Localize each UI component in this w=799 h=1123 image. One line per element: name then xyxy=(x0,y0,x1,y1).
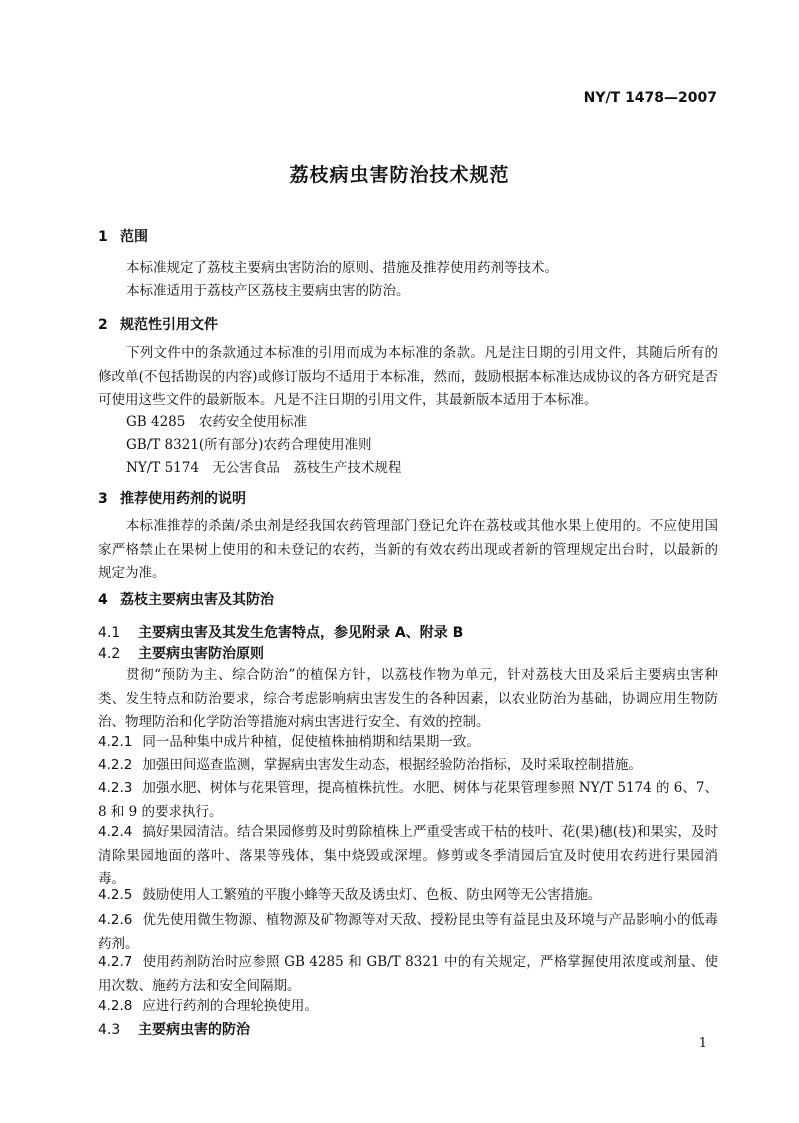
subsection-title: 主要病虫害防治原则 xyxy=(138,646,264,662)
section-number: 2 xyxy=(98,317,108,333)
section-title: 规范性引用文件 xyxy=(120,317,218,333)
clause-item xyxy=(98,777,718,824)
clause-number: 4.2.8 xyxy=(98,998,133,1014)
section-number: 1 xyxy=(98,229,108,245)
clause-text: 使用药剂防治时应参照 GB 4285 和 GB/T 8321 中的有关规定，严格掌握使用浓度或剂量、使用次数、施药方法和安全间隔期。 xyxy=(98,954,718,994)
subsection-title: 主要病虫害的防治 xyxy=(138,1022,250,1038)
standard-number: NY/T 1478—2007 xyxy=(583,90,717,106)
clause-text: 鼓励使用人工繁殖的平腹小蜂等天敌及诱虫灯、色板、防虫网等无公害措施。 xyxy=(142,887,602,903)
clause-item xyxy=(98,951,718,998)
subsection-heading-4-1 xyxy=(98,622,463,642)
clause-item xyxy=(98,731,718,755)
section-number: 4 xyxy=(98,592,108,608)
section-number: 3 xyxy=(98,491,108,507)
clause-text: 应进行药剂的合理轮换使用。 xyxy=(142,998,318,1014)
paragraph: 本标准适用于荔枝产区荔枝主要病虫害的防治。 xyxy=(126,283,410,299)
page-number: 1 xyxy=(698,1036,707,1051)
reference-item: NY/T 5174 无公害食品 荔枝生产技术规程 xyxy=(126,460,402,476)
clause-text: 搞好果园清洁。结合果园修剪及时剪除植株上严重受害或干枯的枝叶、花(果)穗(枝)和果实，及时清除果园地面的落叶、落果等残体，集中烧毁或深埋。修剪或冬季清园后宜及时使用农药进行果园消毒。 xyxy=(98,824,718,887)
clause-item xyxy=(98,909,718,956)
clause-item xyxy=(98,821,718,892)
paragraph: 本标准规定了荔枝主要病虫害防治的原则、措施及推荐使用药剂等技术。 xyxy=(126,260,558,276)
reference-item: GB 4285 农药安全使用标准 xyxy=(126,414,307,430)
clause-text: 优先使用微生物源、植物源及矿物源等对天敌、授粉昆虫等有益昆虫及环境与产品影响小的低毒药剂。 xyxy=(98,912,718,952)
section-heading-2 xyxy=(98,314,218,334)
section-heading-3 xyxy=(98,488,246,508)
paragraph: 下列文件中的条款通过本标准的引用而成为本标准的条款。凡是注日期的引用文件，其随后所有的修改单(不包括勘误的内容)或修订版均不适用于本标准，然而，鼓励根据本标准达成协议的各方研究是否可使用这些文件的最新版本。凡是不注日期的引用文件，其最新版本适用于本标准。 xyxy=(98,345,718,408)
clause-number: 4.2.3 xyxy=(98,780,133,796)
clause-item xyxy=(98,995,718,1019)
subsection-number: 4.2 xyxy=(98,646,121,662)
clause-number: 4.2.1 xyxy=(98,734,133,750)
section-heading-4 xyxy=(98,589,274,609)
subsection-number: 4.1 xyxy=(98,625,121,641)
clause-text: 加强水肥、树体与花果管理，提高植株抗性。水肥、树体与花果管理参照 NY/T 5174 的 6、7、8 和 9 的要求执行。 xyxy=(98,780,718,820)
subsection-heading-4-3 xyxy=(98,1019,250,1039)
clause-number: 4.2.4 xyxy=(98,824,133,840)
subsection-title: 主要病虫害及其发生危害特点，参见附录 A、附录 B xyxy=(138,625,464,641)
clause-number: 4.2.5 xyxy=(98,887,133,903)
section-title: 推荐使用药剂的说明 xyxy=(120,491,246,507)
subsection-number: 4.3 xyxy=(98,1022,121,1038)
clause-item xyxy=(98,884,718,908)
section-heading-1 xyxy=(98,226,148,246)
section-title: 范围 xyxy=(120,229,148,245)
subsection-heading-4-2 xyxy=(98,643,264,663)
clause-text: 加强田间巡查监测，掌握病虫害发生动态，根据经验防治指标，及时采取控制措施。 xyxy=(142,757,642,773)
reference-item: GB/T 8321(所有部分)农药合理使用准则 xyxy=(126,437,372,453)
clause-number: 4.2.7 xyxy=(98,954,133,970)
document-title: 荔枝病虫害防治技术规范 xyxy=(289,164,510,186)
clause-text: 同一品种集中成片种植，促使植株抽梢期和结果期一致。 xyxy=(142,734,480,750)
paragraph: 贯彻“预防为主、综合防治”的植保方针，以荔枝作物为单元，针对荔枝大田及采后主要病虫害种类、发生特点和防治要求，综合考虑影响病虫害发生的各种因素，以农业防治为基础，协调应用生物防治、物理防治和化学防治等措施对病虫害进行安全、有效的控制。 xyxy=(98,667,718,730)
clause-item xyxy=(98,754,718,778)
clause-number: 4.2.6 xyxy=(98,912,133,928)
clause-number: 4.2.2 xyxy=(98,757,133,773)
section-title: 荔枝主要病虫害及其防治 xyxy=(120,592,274,608)
paragraph: 本标准推荐的杀菌/杀虫剂是经我国农药管理部门登记允许在荔枝或其他水果上使用的。不应使用国家严格禁止在果树上使用的和未登记的农药，当新的有效农药出现或者新的管理规定出台时，以最新的规定为准。 xyxy=(98,518,718,581)
